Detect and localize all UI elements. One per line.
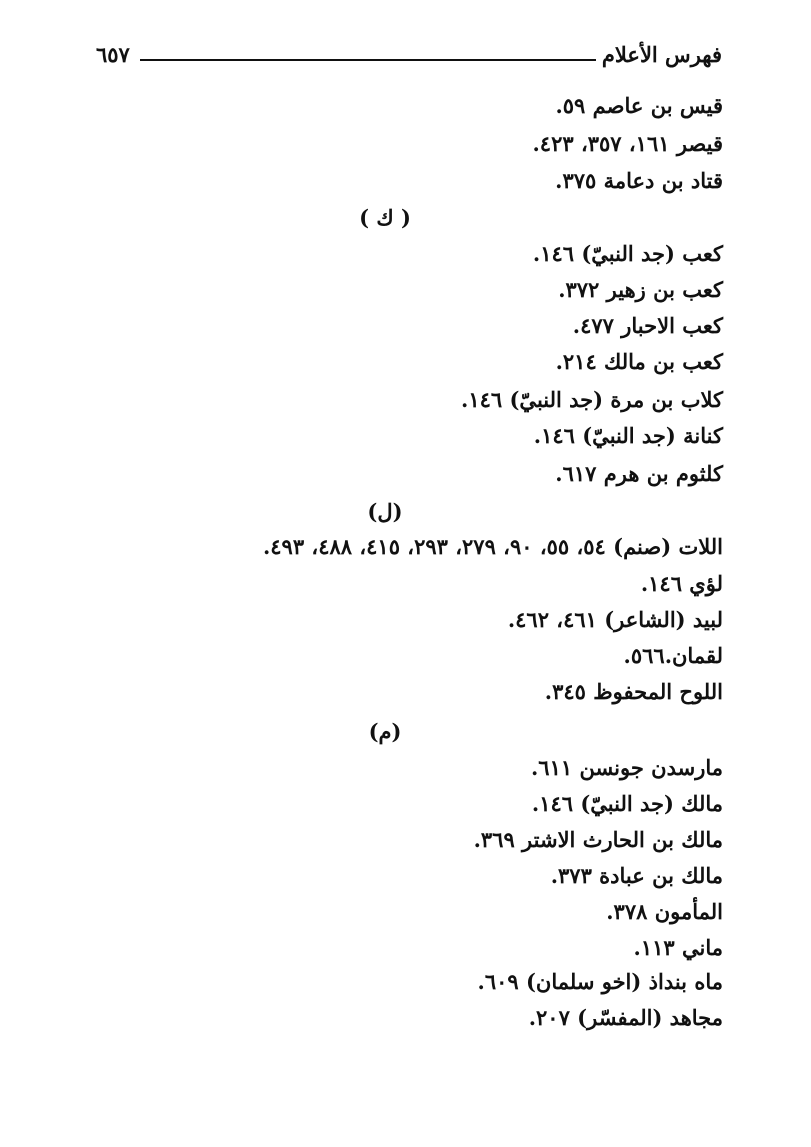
index-entry: مالك بن الحارث الاشتر ٣٦٩. — [473, 827, 723, 852]
index-entry: لقمان.٥٦٦. — [623, 643, 723, 668]
index-entry: مجاهد (المفسّر) ٢٠٧. — [528, 1005, 723, 1030]
index-entry: لؤي ١٤٦. — [640, 571, 723, 596]
page-header — [96, 40, 722, 74]
index-entry: مالك (جد النبيّ) ١٤٦. — [531, 791, 723, 816]
index-entry: كعب بن مالك ٢١٤. — [555, 349, 723, 374]
index-entry: لبيد (الشاعر) ٤٦١، ٤٦٢. — [507, 607, 723, 632]
index-entry: كلاب بن مرة (جد النبيّ) ١٤٦. — [461, 387, 723, 412]
header-rule — [140, 59, 596, 61]
index-entry: كلثوم بن هرم ٦١٧. — [555, 461, 723, 486]
index-entry: اللوح المحفوظ ٣٤٥. — [544, 679, 723, 704]
index-entry: قتاد بن دعامة ٣٧٥. — [555, 168, 723, 193]
index-entry: اللات (صنم) ٥٤، ٥٥، ٩٠، ٢٧٩، ٢٩٣، ٤١٥، ٤٨٨، ٤٩٣. — [262, 534, 723, 559]
index-entry: ماني ١١٣. — [633, 935, 723, 960]
section-heading-lam: (ل) — [367, 499, 403, 524]
page-number: ٦٥٧ — [96, 42, 130, 67]
index-entry: ماه بنداذ (اخو سلمان) ٦٠٩. — [477, 969, 723, 994]
index-entry: قيس بن عاصم ٥٩. — [555, 93, 723, 118]
index-entry: قيصر ١٦١، ٣٥٧، ٤٢٣. — [532, 131, 723, 156]
index-entry: مالك بن عبادة ٣٧٣. — [550, 863, 723, 888]
header-title: فهرس الأعلام — [601, 42, 722, 67]
section-heading-mim: (م) — [368, 719, 402, 744]
index-entry: كعب الاحبار ٤٧٧. — [572, 313, 723, 338]
index-entry: كعب (جد النبيّ) ١٤٦. — [532, 241, 723, 266]
index-entry: كنانة (جد النبيّ) ١٤٦. — [533, 423, 723, 448]
index-entry: كعب بن زهير ٣٧٢. — [558, 277, 723, 302]
section-heading-kaf: ( ك ) — [359, 205, 411, 230]
index-entry: المأمون ٣٧٨. — [606, 899, 723, 924]
index-entry: مارسدن جونسن ٦١١. — [530, 755, 723, 780]
